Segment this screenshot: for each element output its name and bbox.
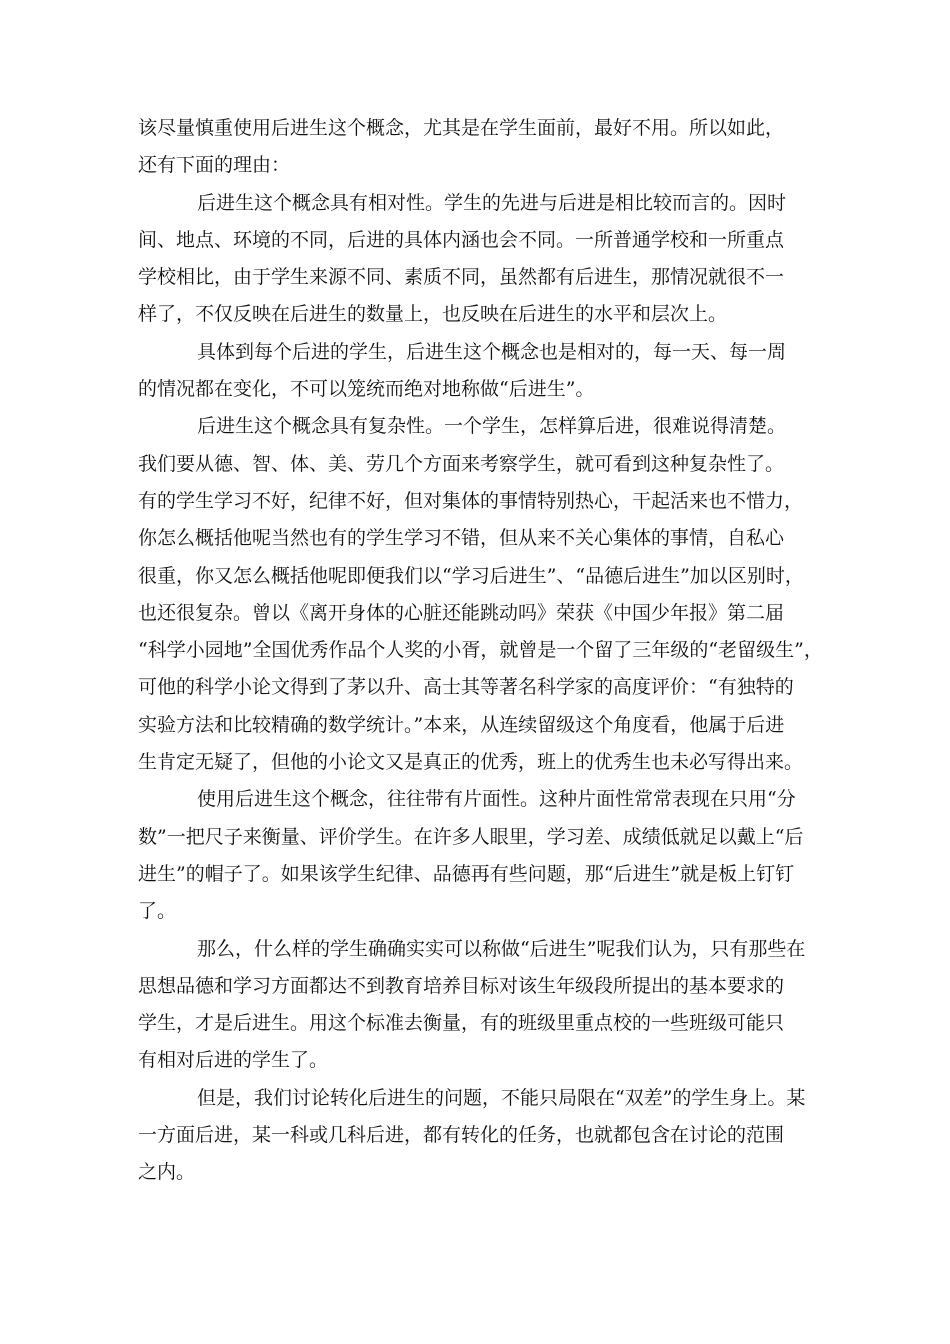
text-line: 可他的科学小论文得到了茅以升、高士其等著名科学家的高度评价：“有独特的 [138,676,794,699]
text-line: “科学小园地”全国优秀作品个人奖的小胥，就曾是一个留了三年级的“老留级生”， [138,639,823,662]
text-line: 也还很复杂。曾以《离开身体的心脏还能跳动吗》荣获《中国少年报》第二届 [138,601,785,624]
text-line: 的情况都在变化，不可以笼统而绝对地称做“后进生”。 [138,378,595,401]
text-line: 数”一把尺子来衡量、评价学生。在许多人眼里，学习差、成绩低就足以戴上“后 [138,825,804,848]
text-line: 学生，才是后进生。用这个标准去衡量，有的班级里重点校的一些班级可能只 [138,1012,785,1035]
text-line: 生肯定无疑了，但他的小论文又是真正的优秀，班上的优秀生也未必写得出来。 [138,751,804,774]
text-line: 有相对后进的学生了。 [138,1049,329,1072]
text-line: 实验方法和比较精确的数学统计。”本来，从连续留级这个角度看，他属于后进 [138,713,785,736]
text-line: 但是，我们讨论转化后进生的问题，不能只局限在“双差”的学生身上。某 [197,1086,806,1109]
text-line: 使用后进生这个概念，往往带有片面性。这种片面性常常表现在只用“分 [197,788,796,811]
text-line: 很重，你又怎么概括他呢即便我们以“学习后进生”、“品德后进生”加以区别时， [138,564,804,587]
text-line: 那么，什么样的学生确确实实可以称做“后进生”呢我们认为，只有那些在 [197,937,806,960]
text-line: 样了，不仅反映在后进生的数量上，也反映在后进生的水平和层次上。 [138,303,728,326]
text-line: 我们要从德、智、体、美、劳几个方面来考察学生，就可看到这种复杂性了。 [138,452,785,475]
text-line: 有的学生学习不好，纪律不好，但对集体的事情特别热心，干起活来也不惜力， [138,489,804,512]
text-line: 思想品德和学习方面都达不到教育培养目标对该生年级段所提出的基本要求的 [138,974,785,997]
text-line: 后进生这个概念具有相对性。学生的先进与后进是相比较而言的。因时 [197,191,787,214]
text-line: 了。 [138,900,177,923]
text-line: 该尽量慎重使用后进生这个概念，尤其是在学生面前，最好不用。所以如此， [138,117,785,139]
body-text [138,110,823,1192]
text-line: 具体到每个后进的学生，后进生这个概念也是相对的，每一天、每一周 [197,340,787,363]
text-line: 进生”的帽子了。如果该学生纪律、品德再有些问题，那“后进生”就是板上钉钉 [138,862,795,885]
text-line: 学校相比，由于学生来源不同、素质不同，虽然都有后进生，那情况就很不一 [138,266,785,289]
text-line: 后进生这个概念具有复杂性。一个学生，怎样算后进，很难说得清楚。 [197,415,787,438]
text-line: 之内。 [138,1161,196,1184]
text-line: 一方面后进，某一科或几科后进，都有转化的任务，也就都包含在讨论的范围 [138,1124,785,1147]
text-line: 间、地点、环境的不同，后进的具体内涵也会不同。一所普通学校和一所重点 [138,228,785,251]
text-line: 还有下面的理由： [138,154,291,177]
text-line: 你怎么概括他呢当然也有的学生学习不错，但从来不关心集体的事情，自私心 [138,527,785,550]
